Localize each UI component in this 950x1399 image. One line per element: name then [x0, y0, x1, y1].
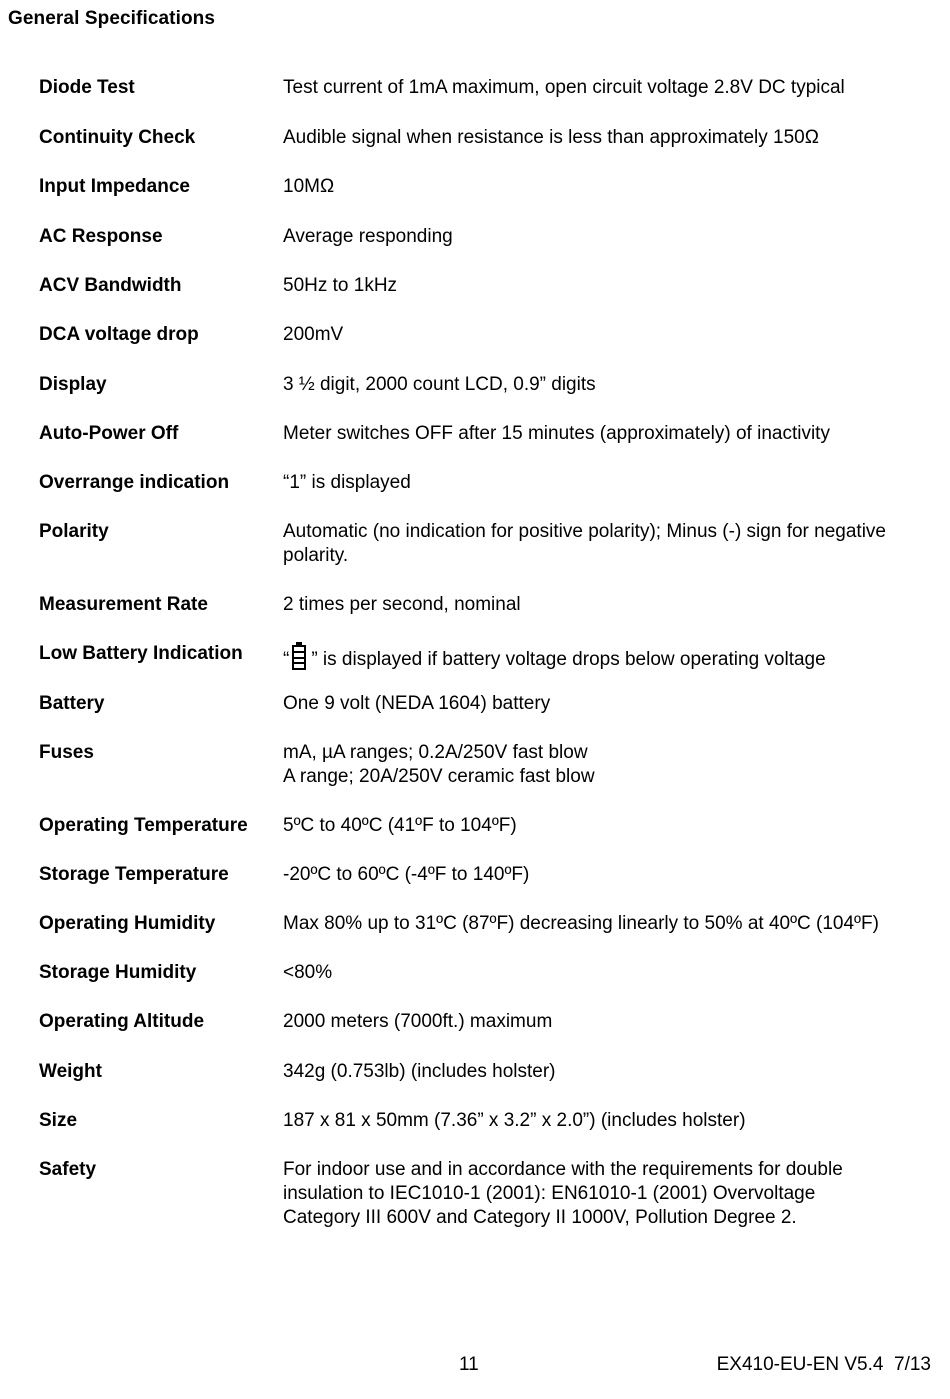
spec-value-line: 2 times per second, nominal	[283, 594, 521, 615]
spec-value	[283, 692, 943, 716]
spec-label: Operating Temperature	[39, 815, 248, 836]
spec-value-line: Automatic (no indication for positive polarity); Minus (-) sign for negative	[283, 521, 886, 542]
spec-value-line: polarity.	[283, 545, 349, 566]
spec-label: DCA voltage drop	[39, 324, 199, 345]
spec-value	[283, 126, 943, 150]
spec-value	[283, 961, 943, 985]
spec-value	[283, 175, 943, 199]
spec-value-line: One 9 volt (NEDA 1604) battery	[283, 693, 551, 714]
spec-value	[283, 814, 943, 838]
spec-value	[283, 520, 943, 568]
spec-value	[283, 225, 943, 249]
spec-label: Overrange indication	[39, 472, 230, 493]
spec-value-line: 5ºC to 40ºC (41ºF to 104ºF)	[283, 815, 517, 836]
spec-value-line: mA, µA ranges; 0.2A/250V fast blow	[283, 742, 588, 763]
spec-value-line: “1” is displayed	[283, 472, 411, 493]
spec-label: Input Impedance	[39, 176, 190, 197]
spec-value-line: 10MΩ	[283, 176, 335, 197]
spec-value-line: Max 80% up to 31ºC (87ºF) decreasing linearly to 50% at 40ºC (104ºF)	[283, 913, 879, 934]
spec-value	[283, 274, 943, 298]
spec-label: Fuses	[39, 742, 94, 763]
spec-label: Diode Test	[39, 77, 135, 98]
spec-value	[283, 912, 943, 936]
spec-value	[283, 323, 943, 347]
spec-label: Polarity	[39, 521, 109, 542]
spec-label: Storage Humidity	[39, 962, 197, 983]
spec-label: Size	[39, 1110, 78, 1131]
spec-label: Storage Temperature	[39, 864, 229, 885]
spec-value-line: For indoor use and in accordance with the requirements for double	[283, 1159, 843, 1180]
spec-value	[283, 1060, 943, 1084]
page-title: General Specifications	[8, 8, 216, 29]
spec-label: Operating Humidity	[39, 913, 216, 934]
spec-value-line: Meter switches OFF after 15 minutes (approximately) of inactivity	[283, 423, 830, 444]
spec-label: Weight	[39, 1061, 102, 1082]
spec-value-line: 187 x 81 x 50mm (7.36” x 3.2” x 2.0”) (includes holster)	[283, 1110, 746, 1131]
spec-value	[283, 1109, 943, 1133]
spec-label: Safety	[39, 1159, 97, 1180]
spec-value-line	[283, 642, 943, 677]
spec-value-line: Audible signal when resistance is less than approximately 150Ω	[283, 127, 819, 148]
spec-value	[283, 863, 943, 887]
spec-value	[283, 1158, 943, 1230]
spec-value	[283, 76, 943, 100]
spec-value	[283, 471, 943, 495]
spec-value	[283, 1010, 943, 1034]
spec-value-line: A range; 20A/250V ceramic fast blow	[283, 766, 595, 787]
spec-value-line: 2000 meters (7000ft.) maximum	[283, 1011, 553, 1032]
spec-value-line: 200mV	[283, 324, 344, 345]
spec-label: Battery	[39, 693, 105, 714]
spec-label: ACV Bandwidth	[39, 275, 182, 296]
spec-value-line: Category III 600V and Category II 1000V, Pollution Degree 2.	[283, 1207, 797, 1228]
spec-value-line: 342g (0.753lb) (includes holster)	[283, 1061, 556, 1082]
spec-value-line: Test current of 1mA maximum, open circuit voltage 2.8V DC typical	[283, 77, 845, 98]
spec-label: Measurement Rate	[39, 594, 208, 615]
spec-value	[283, 741, 943, 789]
document-code: EX410-EU-EN V5.4 7/13	[716, 1354, 931, 1375]
battery-low-icon	[291, 642, 307, 677]
spec-value-line: Average responding	[283, 226, 453, 247]
spec-value	[283, 593, 943, 617]
spec-label: Continuity Check	[39, 127, 196, 148]
quote-open: “	[283, 649, 290, 670]
spec-label: AC Response	[39, 226, 163, 247]
spec-value	[283, 422, 943, 446]
spec-value-line: insulation to IEC1010-1 (2001): EN61010-1 (2001) Overvoltage	[283, 1183, 816, 1204]
spec-value-line: 50Hz to 1kHz	[283, 275, 398, 296]
spec-value	[283, 373, 943, 397]
spec-value-line: -20ºC to 60ºC (-4ºF to 140ºF)	[283, 864, 530, 885]
spec-label: Operating Altitude	[39, 1011, 205, 1032]
spec-label: Auto-Power Off	[39, 423, 179, 444]
spec-label: Display	[39, 374, 107, 395]
spec-label: Low Battery Indication	[39, 643, 243, 664]
spec-value-line: <80%	[283, 962, 333, 983]
low-battery-text: ” is displayed if battery voltage drops below operating voltage	[311, 649, 826, 670]
page-number: 11	[459, 1354, 479, 1375]
spec-value	[283, 642, 943, 677]
spec-value-line: 3 ½ digit, 2000 count LCD, 0.9” digits	[283, 374, 596, 395]
